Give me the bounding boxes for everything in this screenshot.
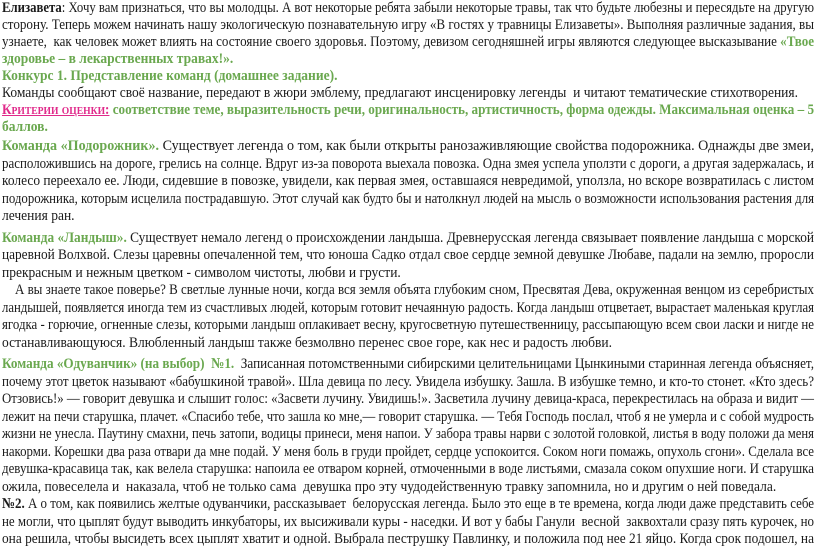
text-line [2,173,814,191]
text-line-content [2,444,814,462]
text-line [2,156,814,174]
text-line [2,34,814,51]
text-line-content [2,68,337,85]
highlighted-text: Команда «Ландыш». [2,229,127,246]
text-segment: ягодка - горючие, огненные слезы, которыми ландыш оплакивает весну, кругосветную путешественницу, рассыпающую всем свои ласки и нигде не [2,317,814,333]
text-line-content [2,51,233,68]
text-segment: девушка-красавица так, как велела старушка: напоила ее отваром корней, отмоченными в воде листьями, смазала соком опухшие ноги. И старушка [2,461,814,477]
text-line [2,426,814,444]
intro-paragraph [2,0,814,68]
teams-intro-paragraph [2,85,814,102]
plantain-team-paragraph [2,138,814,226]
text-segment: царевной Волхвой. Слезы царевны опечаленной тем, что юноша Садко отдал свое сердце земной девушке Любаве, падали на землю, проросли [2,247,814,263]
lily-belief-paragraph [2,282,814,352]
dandelion-team-paragraph [2,356,814,496]
text-line [2,300,814,318]
text-line-content [2,265,401,283]
highlighted-text: баллов. [2,119,48,135]
text-segment: Существует легенда о том, как были открыты ранозаживляющие свойства подорожника. Однажды две змеи, [159,138,815,154]
text-line [2,230,814,248]
text-segment: почему этот цветок называют «бабушкиной травой». Шла девица по лесу. Увидела избушку. Зашла. В избушке темно, и кто-то стонет. «Кто здесь? [2,373,814,390]
text-segment: А о том, как появились желтые одуванчики, рассказывает белорусская легенда. Было это еще в те времена, когда люди даже представить себе [24,496,814,512]
text-line [2,356,814,374]
criteria-label: Критерии оценки: [2,102,110,118]
text-line-content [2,496,814,514]
highlighted-text: Команда «Одуванчик» (на выбор) №1. [2,356,235,372]
text-line-content [2,282,814,300]
text-line [2,0,814,17]
text-segment: останавливающуюся. Влюбленный ландыш также безмолвно перенес свое горе, как нес и радость любви. [2,334,613,351]
text-line-content [2,409,814,427]
text-segment: она решила, чтобы высидеть всех цыплят хватит и одной. Выбрала пеструшку Павлинку, и положила под нее 21 яйцо. Когда срок подошел, на [2,531,814,547]
text-line-content [2,119,48,136]
text-segment: лежит на печи старушка, плачет. «Спасибо тебе, что зашла ко мне,— говорит старушка. — Тебя Господь послал, чтоб я не умерла и с собой мудрость [2,408,814,425]
text-line-content [2,191,814,209]
text-line [2,119,814,136]
text-line-content [2,17,814,34]
text-line [2,85,814,102]
text-line-content [2,208,75,226]
text-line [2,479,814,497]
text-line-content [2,356,814,374]
text-line-content [2,531,814,549]
text-segment: жизни не унесла. Паутину смахни, печь затопи, водицы принеси, меня напои. У забора травы нарви с золотой головкой, листья в воду положи да меня [2,426,814,442]
text-line [2,17,814,34]
lily-team-paragraph [2,230,814,283]
text-line-content [2,173,814,191]
text-segment: накорми. Корешки два раза отвари да мне подай. У меня боль в груди пройдет, сердце успокоится. Соком ноги помажь, опухоль сгони». Сделала все [2,443,814,460]
text-line-content [2,138,814,156]
contest-heading [2,68,814,85]
text-line [2,317,814,335]
text-line-content [2,85,798,102]
text-segment: колесо переехало ее. Люди, сидевшие в повозке, увидели, как первая змея, оставшаяся невредимой, уползла, но вскоре возвратилась с листом [2,173,814,189]
highlighted-text: «Твое [780,34,814,50]
text-segment: лечения ран. [2,208,75,224]
text-line-content [2,34,814,51]
text-segment: Команды сообщают своё название, передают в жюри эмблему, предлагают инсценировку легенды и читают тематические стихотворения. [2,85,798,101]
text-line [2,335,814,353]
text-line [2,409,814,427]
text-line-content [2,102,814,119]
text-segment: узнаете, как человек может влиять на состояние своего здоровья. Поэтому, девизом сегодняшней игры являются следующее высказывание [2,34,781,50]
text-line [2,208,814,226]
text-line [2,247,814,265]
text-line [2,68,814,85]
highlighted-text: соответствие теме, выразительность речи, оригинальность, артистичность, форма одежды. Максимальная оценка – 5 [109,102,814,118]
text-line-content [2,247,814,265]
text-line-content [2,0,814,17]
text-line [2,102,814,119]
text-line [2,265,814,283]
text-segment: Отзовись!» — говорит девушка и слышит голос: «Засвети лучину. Увидишь!». Засветила лучину девица-краса, перекрестилась на образа и видит — [2,391,814,407]
text-line [2,444,814,462]
text-segment: расположившись на дороге, грелись на солнце. Вдруг из-за поворота выехала повозка. Одна змея успела уползти с дороги, а другая задержалась, и [2,155,814,172]
text-segment: : Хочу вам признаться, что вы молодцы. А вот некоторые ребята забыли некоторые травы, так что будьте любезны и пересядьте на другую [61,0,814,16]
text-line-content [2,300,814,318]
text-line [2,496,814,514]
highlighted-text: Конкурс 1. Представление команд (домашнее задание). [2,68,338,84]
text-line [2,391,814,409]
text-line [2,51,814,68]
text-segment: Записанная потомственными сибирскими целительницами Цынкиными старинная легенда объясняет, [234,356,814,372]
text-line [2,461,814,479]
text-line-content [2,514,814,532]
text-line [2,531,814,549]
text-line-content [2,391,814,409]
text-segment: Елизавета [2,0,62,16]
text-segment: Существует немало легенд о происхождении ландыша. Древнерусская легенда связывает появление ландыша с морской [126,229,815,246]
text-segment: подорожника, которым исцелила пострадавшую. Этот случай как будто бы и натолкнул людей на мысль о возможности использования растения для [2,190,814,207]
text-segment: ожила, повеселела и наказала, чтоб не только сама девушка про эту чудодейственную травку запомнила, но и другим о ней поведала. [2,478,777,495]
text-line-content [2,374,814,392]
text-line-content [2,230,814,248]
text-segment: ландышей, появляется иногда тем из счастливых людей, которым готовит нечаянную радость. Когда ландыш отцветает, вырастает маленькая круглая [2,299,814,316]
text-segment: №2. [2,496,25,512]
text-line-content [2,335,612,353]
criteria-paragraph [2,102,814,136]
text-line [2,282,814,300]
text-line [2,374,814,392]
text-line-content [2,461,814,479]
text-line [2,138,814,156]
text-segment: А вы знаете такое поверье? В светлые лунные ночи, когда вся земля объята глубоким сном, Пресвятая Дева, окруженная венцом из серебристых [2,282,814,298]
text-segment: прекрасным и нежным цветком - символом чистоты, любви и грусти. [2,264,401,281]
highlighted-text: здоровье – в лекарственных травах!». [2,51,234,67]
text-line-content [2,426,814,444]
text-line [2,191,814,209]
text-line-content [2,317,814,335]
text-line [2,514,814,532]
text-segment: сторону. Теперь можем начинать нашу экологическую познавательную игру «В гостях у травницы Елизаветы». Выполняя различные задания, вы [2,17,814,33]
text-line-content [2,479,776,497]
text-line-content [2,156,814,174]
highlighted-text: Команда «Подорожник». [2,138,160,154]
text-segment: не могли, что цыплят будут выводить инкубаторы, их высиживали куры - наседки. И вот у бабы Ганули весной заквохтали сразу пять курочек, но [2,513,814,530]
